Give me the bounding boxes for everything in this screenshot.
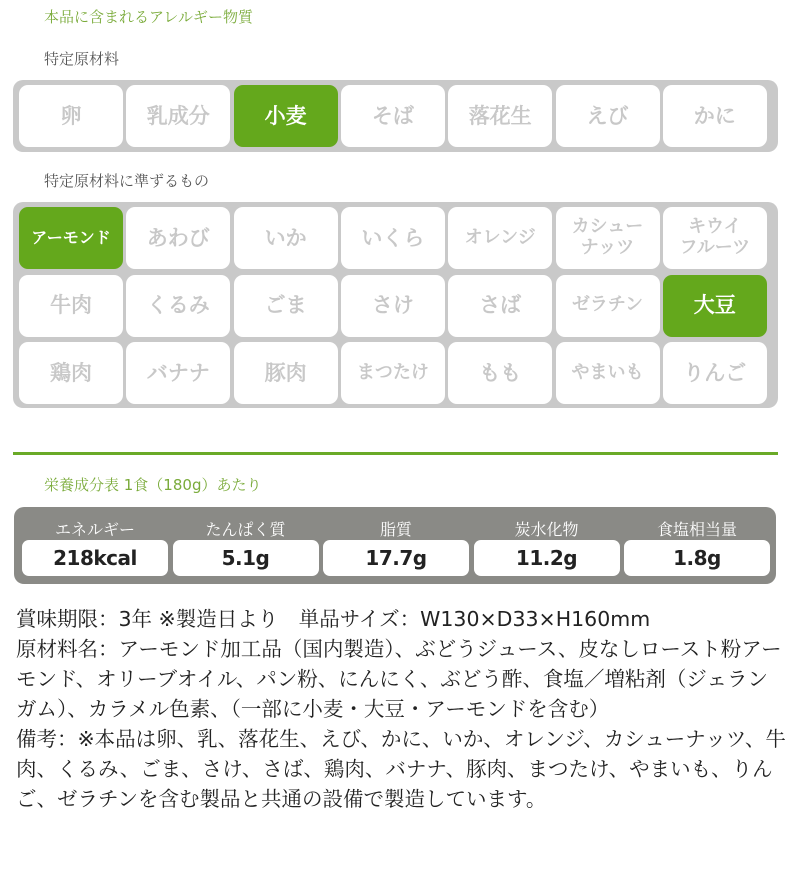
allergen-name: アーモンド: [31, 227, 111, 247]
allergen-name: くるみ: [146, 293, 210, 318]
nutrition-label: 食塩相当量: [656, 520, 737, 539]
allergen-chip: [19, 207, 123, 269]
allergen-chip: [126, 207, 230, 269]
allergen-chip: [448, 342, 552, 404]
allergen-chip: [663, 342, 767, 404]
allergen-chip: [663, 85, 767, 147]
allergen-chip: [556, 85, 660, 147]
allergen-name: そば: [371, 103, 414, 128]
allergen-name: 大豆: [693, 293, 736, 318]
allergen-name: えび: [586, 103, 629, 128]
allergen-chip: [556, 342, 660, 404]
allergen-name: キウイ フルーツ: [679, 216, 751, 258]
allergen-name: あわび: [146, 225, 210, 250]
allergen-chip: [663, 207, 767, 269]
nutrition-label: エネルギー: [54, 520, 135, 539]
allergen-chip: [341, 85, 445, 147]
allergen-chip: [234, 275, 338, 337]
allergen-name: 落花生: [468, 103, 532, 128]
allergen-name: りんご: [683, 360, 747, 385]
equivalent-materials-label: 特定原材料に準ずるもの: [44, 172, 210, 190]
nutrition-item: [173, 507, 319, 584]
allergen-chip: [556, 207, 660, 269]
allergen-name: 牛肉: [50, 293, 92, 318]
nutrition-title: 栄養成分表 1食（180g）あたり: [44, 476, 262, 494]
allergen-chip: [19, 275, 123, 337]
nutrition-item: [624, 507, 770, 584]
allergen-name: 乳成分: [146, 103, 210, 128]
allergen-chip: [448, 275, 552, 337]
allergen-chip: [19, 85, 123, 147]
allergen-name: かに: [693, 103, 736, 128]
allergen-name: 小麦: [264, 103, 307, 128]
nutrition-value: 1.8g: [624, 540, 770, 576]
allergen-chip: [341, 207, 445, 269]
allergen-chip: [448, 85, 552, 147]
allergen-chip: [126, 275, 230, 337]
allergen-name: まつたけ: [356, 361, 429, 383]
notes-text: 備考：※本品は卵、乳、落花生、えび、かに、いか、オレンジ、カシューナッツ、牛肉、くるみ、ごま、さけ、さば、鶏肉、バナナ、豚肉、まつたけ、やまいも、りんご、ゼラチンを含む製品と共通の設備で製造しています。: [16, 727, 786, 811]
nutrition-table: [14, 507, 776, 584]
product-info: [16, 604, 786, 814]
allergen-name: ゼラチン: [571, 294, 644, 316]
allergen-name: さば: [479, 293, 522, 318]
nutrition-label: 炭水化物: [514, 520, 579, 539]
nutrition-value: 11.2g: [474, 540, 620, 576]
allergen-name: もも: [479, 360, 522, 385]
allergen-name: さけ: [371, 293, 414, 318]
nutrition-value: 5.1g: [173, 540, 319, 576]
allergen-name: 卵: [60, 103, 82, 128]
allergen-name: いくら: [361, 225, 425, 250]
section-divider: [13, 452, 778, 455]
allergen-chip: [126, 342, 230, 404]
nutrition-value: 218kcal: [22, 540, 168, 576]
allergen-chip: [341, 342, 445, 404]
allergy-section-title: 本品に含まれるアレルギー物質: [44, 8, 254, 26]
nutrition-item: [323, 507, 469, 584]
allergen-name: やまいも: [571, 361, 644, 383]
allergen-chip: [126, 85, 230, 147]
allergen-name: 鶏肉: [50, 360, 92, 385]
allergen-name: いか: [264, 225, 307, 250]
shelf-life-text: 賞味期限：3年 ※製造日より 単品サイズ：W130×D33×H160mm: [16, 607, 651, 631]
allergen-chip: [234, 207, 338, 269]
allergen-name: オレンジ: [464, 226, 536, 248]
nutrition-value: 17.7g: [323, 540, 469, 576]
allergen-chip: [663, 275, 767, 337]
allergen-chip: [341, 275, 445, 337]
specified-materials-label: 特定原材料: [44, 50, 120, 68]
nutrition-item: [474, 507, 620, 584]
equivalent-materials-grid: [13, 202, 778, 408]
allergen-chip: [448, 207, 552, 269]
allergen-chip: [234, 85, 338, 147]
allergen-name: カシュー ナッツ: [571, 216, 644, 258]
allergen-chip: [556, 275, 660, 337]
allergen-name: バナナ: [146, 360, 210, 385]
nutrition-item: [22, 507, 168, 584]
allergen-name: ごま: [264, 293, 307, 318]
specified-materials-grid: [13, 80, 778, 152]
nutrition-label: たんぱく質: [205, 520, 286, 539]
ingredients-text: 原材料名：アーモンド加工品（国内製造）、ぶどうジュース、皮なしロースト粉アーモンド、オリーブオイル、パン粉、にんにく、ぶどう酢、食塩／増粘剤（ジェランガム）、カラメル色素、（一部に小麦・大豆・アーモンドを含む）: [16, 637, 782, 721]
allergen-name: 豚肉: [264, 360, 307, 385]
allergen-chip: [234, 342, 338, 404]
nutrition-label: 脂質: [379, 520, 412, 539]
allergen-chip: [19, 342, 123, 404]
